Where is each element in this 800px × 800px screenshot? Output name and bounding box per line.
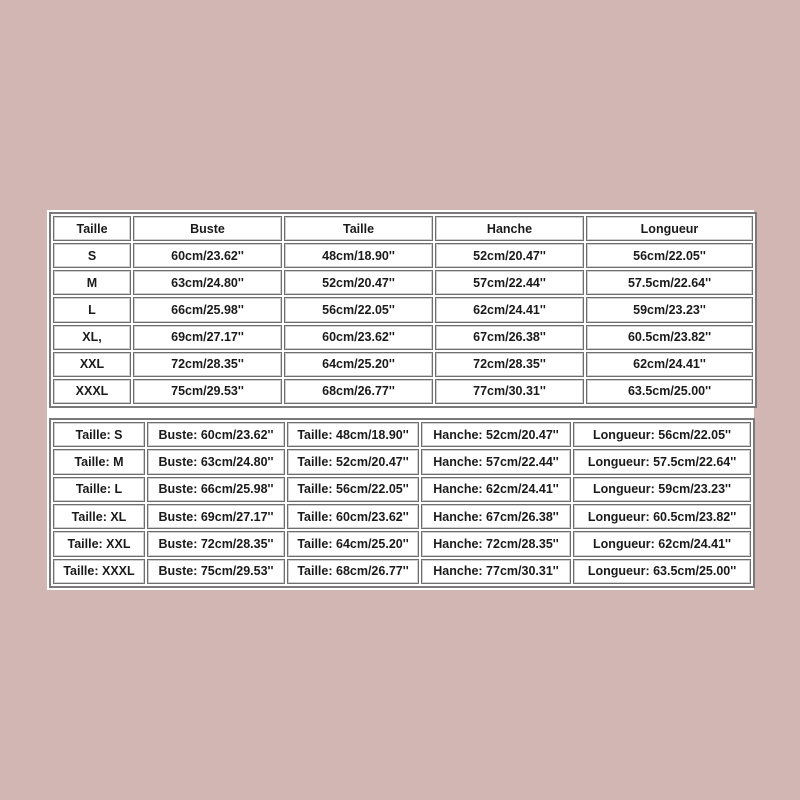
table-row: [53, 477, 751, 502]
table-cell: Buste: 75cm/29.53'': [147, 559, 285, 584]
table-cell: XXL: [53, 352, 131, 377]
table-cell: 62cm/24.41'': [435, 297, 584, 322]
table-cell: Hanche: 77cm/30.31'': [421, 559, 571, 584]
table-cell: Buste: 66cm/25.98'': [147, 477, 285, 502]
table-row: [53, 504, 751, 529]
table-cell: Taille: [53, 216, 131, 241]
table-row: [53, 297, 753, 322]
table-cell: 57cm/22.44'': [435, 270, 584, 295]
table-cell: Buste: 63cm/24.80'': [147, 449, 285, 474]
table-cell: Taille: S: [53, 422, 145, 447]
table-row: [53, 270, 753, 295]
table-cell: 72cm/28.35'': [435, 352, 584, 377]
table-cell: Taille: 56cm/22.05'': [287, 477, 419, 502]
table-cell: Buste: 60cm/23.62'': [147, 422, 285, 447]
table-cell: L: [53, 297, 131, 322]
table-cell: M: [53, 270, 131, 295]
table-row: [53, 449, 751, 474]
table-cell: 63cm/24.80'': [133, 270, 282, 295]
table-cell: 63.5cm/25.00'': [586, 379, 753, 404]
table-cell: Longueur: 63.5cm/25.00'': [573, 559, 751, 584]
table-cell: Taille: M: [53, 449, 145, 474]
table-cell: Hanche: 57cm/22.44'': [421, 449, 571, 474]
table-cell: XXXL: [53, 379, 131, 404]
table-cell: 68cm/26.77'': [284, 379, 433, 404]
table-cell: Taille: 60cm/23.62'': [287, 504, 419, 529]
table-cell: S: [53, 243, 131, 268]
table-cell: Longueur: 57.5cm/22.64'': [573, 449, 751, 474]
table-cell: 57.5cm/22.64'': [586, 270, 753, 295]
table-cell: Hanche: 52cm/20.47'': [421, 422, 571, 447]
table-cell: Longueur: 62cm/24.41'': [573, 531, 751, 556]
table-cell: Taille: 68cm/26.77'': [287, 559, 419, 584]
table-cell: Taille: 48cm/18.90'': [287, 422, 419, 447]
table-cell: Taille: XL: [53, 504, 145, 529]
table-cell: 75cm/29.53'': [133, 379, 282, 404]
table-cell: Taille: 52cm/20.47'': [287, 449, 419, 474]
size-chart-panel: [47, 210, 754, 590]
table-cell: 62cm/24.41'': [586, 352, 753, 377]
table-cell: XL,: [53, 325, 131, 350]
table-cell: 64cm/25.20'': [284, 352, 433, 377]
table-cell: 56cm/22.05'': [284, 297, 433, 322]
table-row: [53, 531, 751, 556]
table-cell: Longueur: 59cm/23.23'': [573, 477, 751, 502]
table-cell: Hanche: [435, 216, 584, 241]
table-cell: Taille: 64cm/25.20'': [287, 531, 419, 556]
table-cell: Taille: XXL: [53, 531, 145, 556]
table-cell: 52cm/20.47'': [284, 270, 433, 295]
table-cell: Taille: L: [53, 477, 145, 502]
table-cell: Buste: 69cm/27.17'': [147, 504, 285, 529]
table-cell: Buste: 72cm/28.35'': [147, 531, 285, 556]
table-row: [53, 243, 753, 268]
table-cell: 60cm/23.62'': [284, 325, 433, 350]
table-row: [53, 352, 753, 377]
header-row: [53, 216, 753, 241]
table-row: [53, 422, 751, 447]
table-cell: Hanche: 62cm/24.41'': [421, 477, 571, 502]
table-cell: 59cm/23.23'': [586, 297, 753, 322]
table-cell: Taille: [284, 216, 433, 241]
table-cell: 48cm/18.90'': [284, 243, 433, 268]
table-row: [53, 379, 753, 404]
table-cell: Longueur: 56cm/22.05'': [573, 422, 751, 447]
table-cell: Longueur: [586, 216, 753, 241]
table-cell: 69cm/27.17'': [133, 325, 282, 350]
table-cell: 67cm/26.38'': [435, 325, 584, 350]
table-cell: 66cm/25.98'': [133, 297, 282, 322]
table-cell: 72cm/28.35'': [133, 352, 282, 377]
size-table-bottom: [49, 418, 755, 588]
table-cell: Hanche: 72cm/28.35'': [421, 531, 571, 556]
table-cell: 60cm/23.62'': [133, 243, 282, 268]
table-cell: Longueur: 60.5cm/23.82'': [573, 504, 751, 529]
table-cell: 60.5cm/23.82'': [586, 325, 753, 350]
table-cell: Hanche: 67cm/26.38'': [421, 504, 571, 529]
table-row: [53, 559, 751, 584]
table-cell: Buste: [133, 216, 282, 241]
table-row: [53, 325, 753, 350]
table-cell: 77cm/30.31'': [435, 379, 584, 404]
size-table-top: [49, 212, 757, 408]
table-cell: 56cm/22.05'': [586, 243, 753, 268]
table-cell: Taille: XXXL: [53, 559, 145, 584]
table-cell: 52cm/20.47'': [435, 243, 584, 268]
